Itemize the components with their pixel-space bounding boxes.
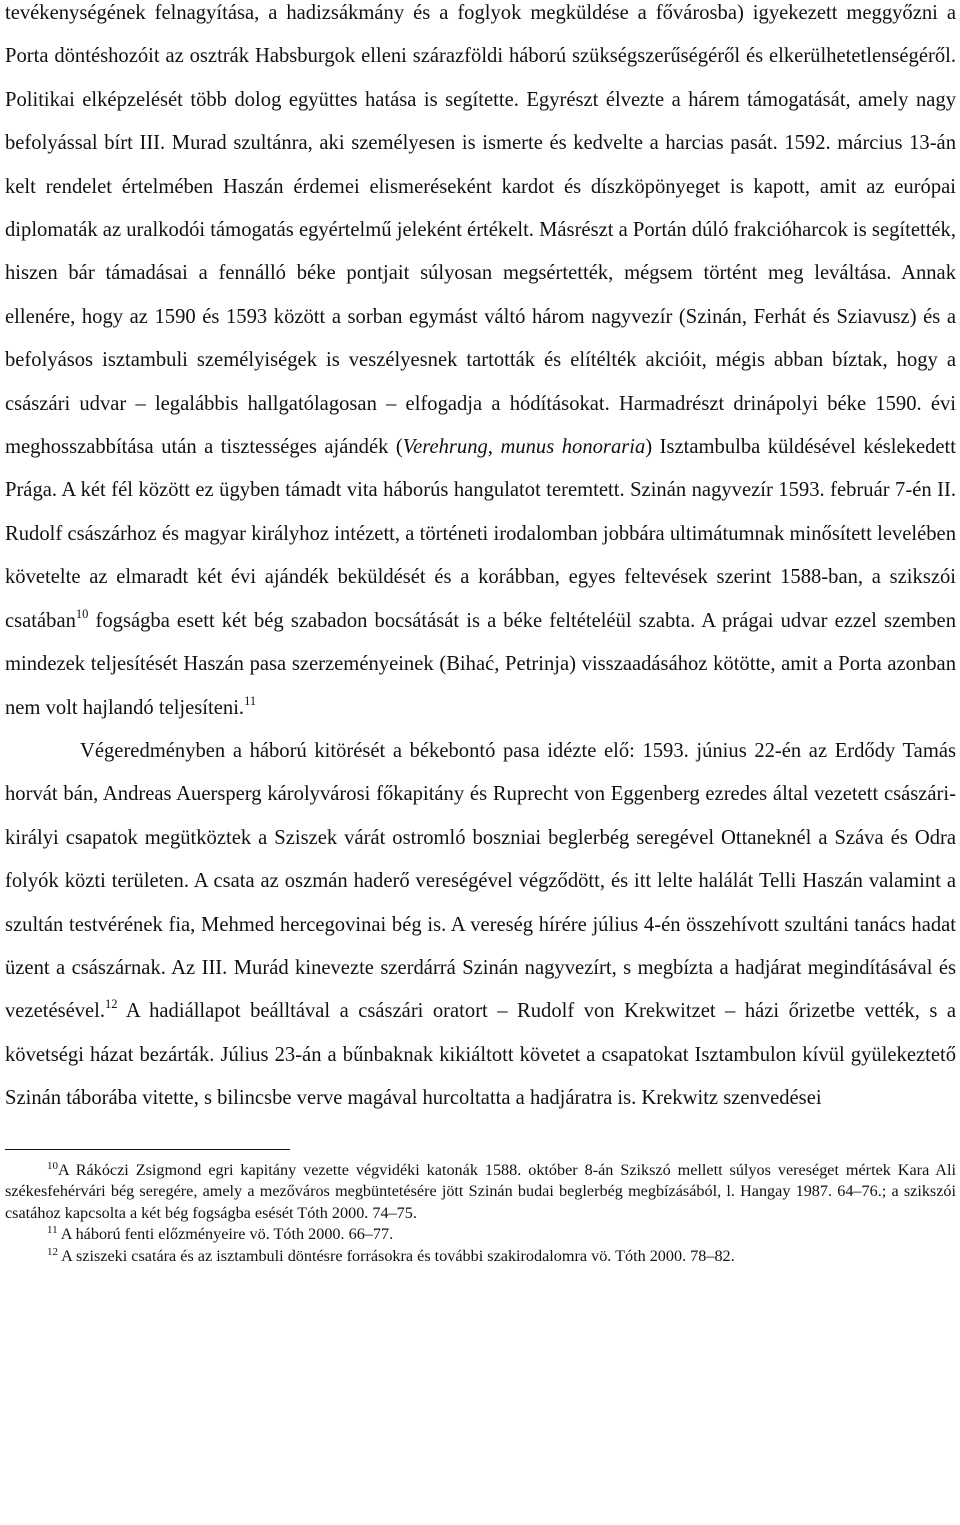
footnote-number: 11	[47, 1224, 58, 1237]
paragraph-text: A hadiállapot beálltával a császári oratort – Rudolf von Krekwitzet – házi őrizetbe vették, s a követségi házat bezárták. Július 23-án a bűnbaknak kikiáltott követet a csapatokat Isztambulon kívül gyülekeztető Szinán táborába vitette, s bilincsbe verve magával hurcoltatta a hadjáratra is. Krekwitz szenvedései	[5, 1000, 956, 1110]
body-paragraph-1	[5, 0, 956, 730]
footnote-ref-10[interactable]: 10	[75, 606, 89, 621]
footnote-text: A sziszeki csatára és az isztambuli döntésre forrásokra és további szakirodalomra vö. Tóth 2000. 78–82.	[61, 1246, 735, 1265]
italic-latin-term: Verehrung, munus honoraria	[402, 436, 646, 459]
footnote-text: A Rákóczi Zsigmond egri kapitány vezette végvidéki katonák 1588. október 8-án Szikszó mellett súlyos vereséget mértek Kara Ali székesfehérvári bég seregére, amely a mezőváros megbüntetésére jött Szinán budai beglerbég megbízásából, l. Hangay 1987. 64–76.; a szikszói csatához kapcsolta a két bég fogságba esését Tóth 2000. 74–75.	[5, 1160, 956, 1222]
footnote-12	[5, 1246, 956, 1268]
paragraph-text: fogságba esett két bég szabadon bocsátását is a béke feltételéül szabta. A prágai udvar ezzel szemben mindezek teljesítését Haszán pasa szerzeményeinek (Bihać, Petrinja) visszaadásához kötötte, amit a Porta azonban nem volt hajlandó teljesíteni.	[5, 609, 956, 719]
footnote-ref-12[interactable]: 12	[105, 997, 118, 1012]
paragraph-text: ) Isztambulba küldésével késlekedett Prága. A két fél között ez ügyben támadt vita háborús hangulatot teremtett. Szinán nagyvezír 1593. február 7-én II. Rudolf császárhoz és magyar királyhoz intézett, a történeti irodalomban jobbára ultimátumnak minősített levelében követelte az elmaradt két évi ajándék beküldését és a korábban, egyes feltevések szerint 1588-ban, a szikszói csatában	[5, 436, 956, 632]
paragraph-text: Végeredményben a háború kitörését a békebontó pasa idézte elő: 1593. június 22-én az Erdődy Tamás horvát bán, Andreas Auersperg károlyvárosi főkapitány és Ruprecht von Eggenberg ezredes által vezetett császári-királyi csapatok megütköztek a Sziszek várát ostromló boszniai beglerbég seregével Ottaneknél a Száva és Odra folyók közti területen. A csata az oszmán haderő vereségével végződött, és itt lelte halálát Telli Haszán valamint a szultán testvérének fia, Mehmed hercegovinai bég is. A vereség hírére július 4-én összehívott szultáni tanács hadat üzent a császárnak. Az III. Murád kinevezte szerdárrá Szinán nagyvezírt, s megbízta a hadjárat megindításával és vezetésével.	[5, 739, 956, 1023]
footnote-separator	[5, 1149, 290, 1150]
footnote-text: A háború fenti előzményeire vö. Tóth 2000. 66–77.	[60, 1225, 394, 1244]
paragraph-text: tevékenységének felnagyítása, a hadizsákmány és a foglyok megküldése a fővárosba) igyekezett meggyőzni a Porta döntéshozóit az osztrák Habsburgok elleni szárazföldi háború szükségszerűségéről és elkerülhetetlenségéről. Politikai elképzelését több dolog együttes hatása is segítette. Egyrészt élvezte a hárem támogatását, amely nagy befolyással bírt III. Murad szultánra, aki személyesen is ismerte és kedvelte a harcias pasát. 1592. március 13-án kelt rendelet értelmében Haszán érdemei elismeréseként kardot és díszköpönyeget is kapott, amit az európai diplomaták az uralkodói támogatás egyértelmű jeleként értékelt. Másrészt a Portán dúló frakcióharcok is segítették, hiszen bár támadásai a fennálló béke pontjait súlyosan megsértették, mégsem történt meg leváltása. Annak ellenére, hogy az 1590 és 1593 között a sorban egymást váltó három nagyvezír (Szinán, Ferhát és Sziavusz) és a befolyásos isztambuli személyiségek is veszélyesnek tartották és elítélték akcióit, mégis abban bíztak, hogy a császári udvar – legalábbis hallgatólagosan – elfogadja a hódításokat. Harmadrészt drinápolyi béke 1590. évi meghosszabbítása után a tisztességes ajándék (	[5, 2, 956, 459]
footnotes	[5, 1160, 956, 1268]
footnote-11	[5, 1224, 956, 1246]
footnote-number: 10	[47, 1159, 58, 1172]
footnote-ref-11[interactable]: 11	[244, 693, 257, 708]
footnote-10	[5, 1160, 956, 1225]
body-paragraph-2	[5, 730, 956, 1121]
footnote-number: 12	[47, 1245, 58, 1258]
